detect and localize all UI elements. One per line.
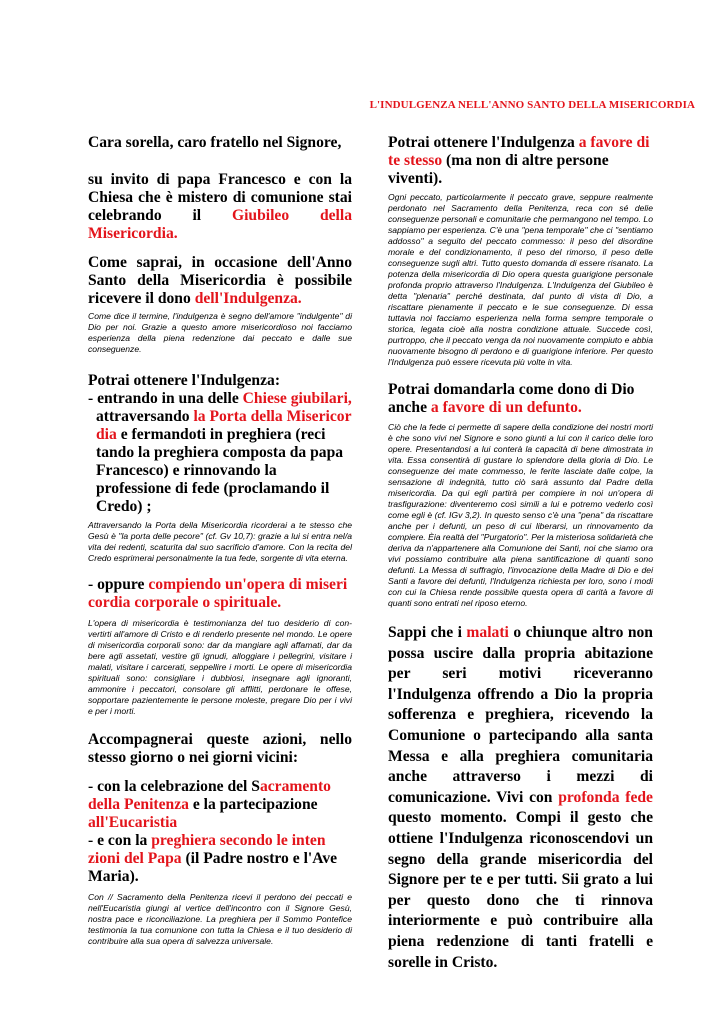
saprai-paragraph [88, 254, 352, 308]
accompagnerai-heading: Accompagnerai queste azioni, nello stesso giorno o nei giorni vicini: [88, 731, 352, 766]
oppure-item [88, 576, 352, 612]
malati-rest: o chiunque altro non possa uscire dalla propria abitazione per seri motivi riceveranno l'Indulgenza offrendo a Dio la propria sofferenza e preghiera, ricevendo la Comunione o partecipando alla santa Messa e alla preghiera comunitaria anche attraverso i mezzi di comunicazione. Vivi con [388, 624, 653, 806]
intro-highlight: Giubileo della Misericordia. [88, 207, 352, 242]
note-porta: Attraversando la Porta della Misericordia ricorderai a te stesso che Gesù è "la porta delle pecore" (cf. Gv 10,7): grazie a lui si entra nel/a vita dei redenti, scaturita dal suo sacrificio d'amore. Con la recita del Credo esprimerai personalmente la tua fede, sorgente di vita eterna. [88, 520, 352, 563]
right-column [388, 134, 653, 973]
favore-text: Potrai ottenere l'Indulgenza [388, 134, 579, 151]
attraversando-text: attraversando [96, 408, 194, 425]
oppure-text: - oppure [88, 576, 149, 593]
celebrazione-rest: e la partecipazione [188, 796, 318, 813]
oppure-highlight: compiendo un'opera di miseri cordia corporale o spirituale. [88, 576, 348, 611]
malati-end: questo momento. Compi il gesto che ottiene l'Indulgenza riconoscendovi un segno della grande misericordia del Signore per te e per tutti. Sii grato a lui per questo dono che ti rinnova interiormente e può contribuire alla piena redenzione di tanti fratelli e sorelle in Cristo. [388, 809, 653, 971]
porta-highlight: la Porta della Misericor dia [96, 408, 352, 443]
note-opere: L'opera di misericordia è testimonianza del tuo desiderio di con-vertirti all'amore di Cristo e di renderlo presente nel mondo. Le opere di misericordia corporali sono: dar da mangiare agli affamati, dar da bere agli assetati, vestire gli ignudi, alloggiare i pellegrini, visitare i malati, visitare i carcerati, seppellire i morti. Le opere di misericordia spirituali sono: consigliare i dubbiosi, insegnare agli ignoranti, ammonire i peccatori, consolare gli afflitti, perdonare le offese, sopportare pazientemente le persone moleste, pregare Dio per i vivi e per i morti. [88, 618, 352, 716]
attraversando-item [88, 408, 352, 516]
preghiera-highlight: preghiera secondo le inten zioni del Papa [88, 832, 326, 867]
entrando-item [88, 390, 352, 408]
defunto-heading [388, 381, 653, 417]
note-indulgenza: Come dice il termine, l'indulgenza è segno dell'amore "indulgente" di Dio per noi. Grazie a questo amore misericordioso noi facciamo esperienza della piena redenzione dai peccato e dalle sue conseguenze. [88, 311, 352, 354]
page-header: L'INDULGENZA NELL'ANNO SANTO DELLA MISERICORDIA [369, 99, 695, 111]
saprai-highlight: dell'Indulgenza. [194, 290, 302, 307]
favore-highlight: a favore di te stesso [388, 134, 650, 169]
note-peccato: Ogni peccato, particolarmente il peccato grave, seppure realmente perdonato nel Sacramento della Penitenza, reca con sé delie conseguenze personali e comunitarie che permangono nel tempo. Lo sappiamo per esperienza. C'è una "pena temporale" che ci "sentiamo addosso" a seguito del peccato commesso: il peso del disordine morale e del condizionamento, il peso del rimorso, il peso delle conseguenze sugli altri. Tutto questo domanda di essere risanato. La potenza della misericordia di Dio opera questa guarigione personale profonda proprio attraverso l'Indulgenza. L'Indulgenza del Giubileo è detta "plenaria" perché destinata, dal punto di vista di Dio, a riscattare pienamente il peccato e le sue conseguenze. Di essa tuttavia noi facciamo esperienza nella forma sempre temporale o storica, legata cioè alla nostra condizione attuale. Succede così, purtroppo, che il peccato venga da noi nuovamente compiuto e abbia nuovamente bisogno di perdono e di guarigione inferiore. Per questo l'Indulgenza può essere ricevuta più volte in vita. [388, 192, 653, 367]
favore-rest: (ma non di altre persone viventi). [388, 152, 609, 187]
malati-text: Sappi che i [388, 624, 467, 641]
attraversando-rest: e fermandoti in preghiera (reci tando la preghiera composta da papa Francesco) e rinnovando la professione di fede (proclamando il Credo) ; [96, 426, 344, 515]
entrando-highlight: Chiese giubilari, [242, 390, 352, 407]
malati-highlight: malati [466, 624, 509, 641]
preghiera-text: - e con la [88, 832, 152, 849]
penitenza-highlight: acramento della Penitenza [88, 778, 331, 813]
saprai-text: Come saprai, in occasione dell'Anno Santo della Misericordia è possibile ricevere il dono [88, 254, 352, 307]
malati-paragraph [388, 623, 653, 973]
note-defunti: Ciò che la fede ci permette di sapere della condizione dei nostri morti è che sono vivi nel Signore e sono giunti a lui con il carico delie loro opere. Presentandosi a lui conterà la capacità di bene dimostrata in vita. Essa consentirà di gustare lo splendore della gloria di Dio. Le conseguenze dei mate commesso, le ferite lasciate dalle colpe, la sensazione di indegnità, tutto ciò sarà assunto dal Padre della misericordia. Da qui egli partirà per compiere in noi un'opera di trasfigurazione: diventeremo così simili a lui e potremo vederlo così come egli è (cf. IGv 3,2). In questo senso c'è una "pena" da riscattare anche per i defunti, un peso di cui liberarsi, un rinnovamento da compiere. Èia realtà del "Purgatorio". Per la misteriosa solidarietà che deriva da n'appartenere alla Comunione dei Santi, noi che siamo ora vivi possiamo contribuire alla piena santificazione di quanti sono defunti. La Messa di suffragio, l'invocazione della Madre di Dio e dei Santi a favore dei defunti, l'Indulgenza richiesta per loro, sono i modi con cui la Chiesa rende possibile questa opera di carità a favore di quanti sono entrati nel riposo eterno. [388, 422, 653, 608]
fede-highlight: profonda fede [558, 788, 653, 806]
note-sacramento: Con // Sacramento della Penitenza ricevi il perdono dei peccati e nell'Eucaristia giungi al vertice dell'incontro con il Signore Gesù, nostra pace e riconciliazione. La preghiera per il Sommo Pontefice testimonia la tua comunione con tutta la Chiesa e il tuo desiderio di contribuire alla sua opera di salvezza universale. [88, 892, 352, 946]
eucaristia-highlight: all'Eucaristia [88, 814, 178, 831]
defunto-text: Potrai domandarla come dono di Dio anche [388, 381, 635, 416]
intro-text: su invito di papa Francesco e con la Chiesa che è mistero di comunione stai celebrando il [88, 171, 352, 224]
celebrazione-text: - con la celebrazione del S [88, 778, 260, 795]
preghiera-rest: (il Padre nostro e l'Ave Maria). [88, 850, 338, 885]
preghiera-item [88, 832, 352, 886]
entrando-text: - entrando in una delle [88, 390, 243, 407]
left-column [88, 134, 352, 947]
defunto-highlight: a favore di un defunto. [430, 399, 582, 416]
greeting: Cara sorella, caro fratello nel Signore, [88, 134, 342, 151]
favore-heading [388, 134, 653, 188]
intro-paragraph [88, 171, 352, 243]
ottenere-heading: Potrai ottenere l'Indulgenza: [88, 372, 281, 389]
celebrazione-item [88, 778, 352, 832]
